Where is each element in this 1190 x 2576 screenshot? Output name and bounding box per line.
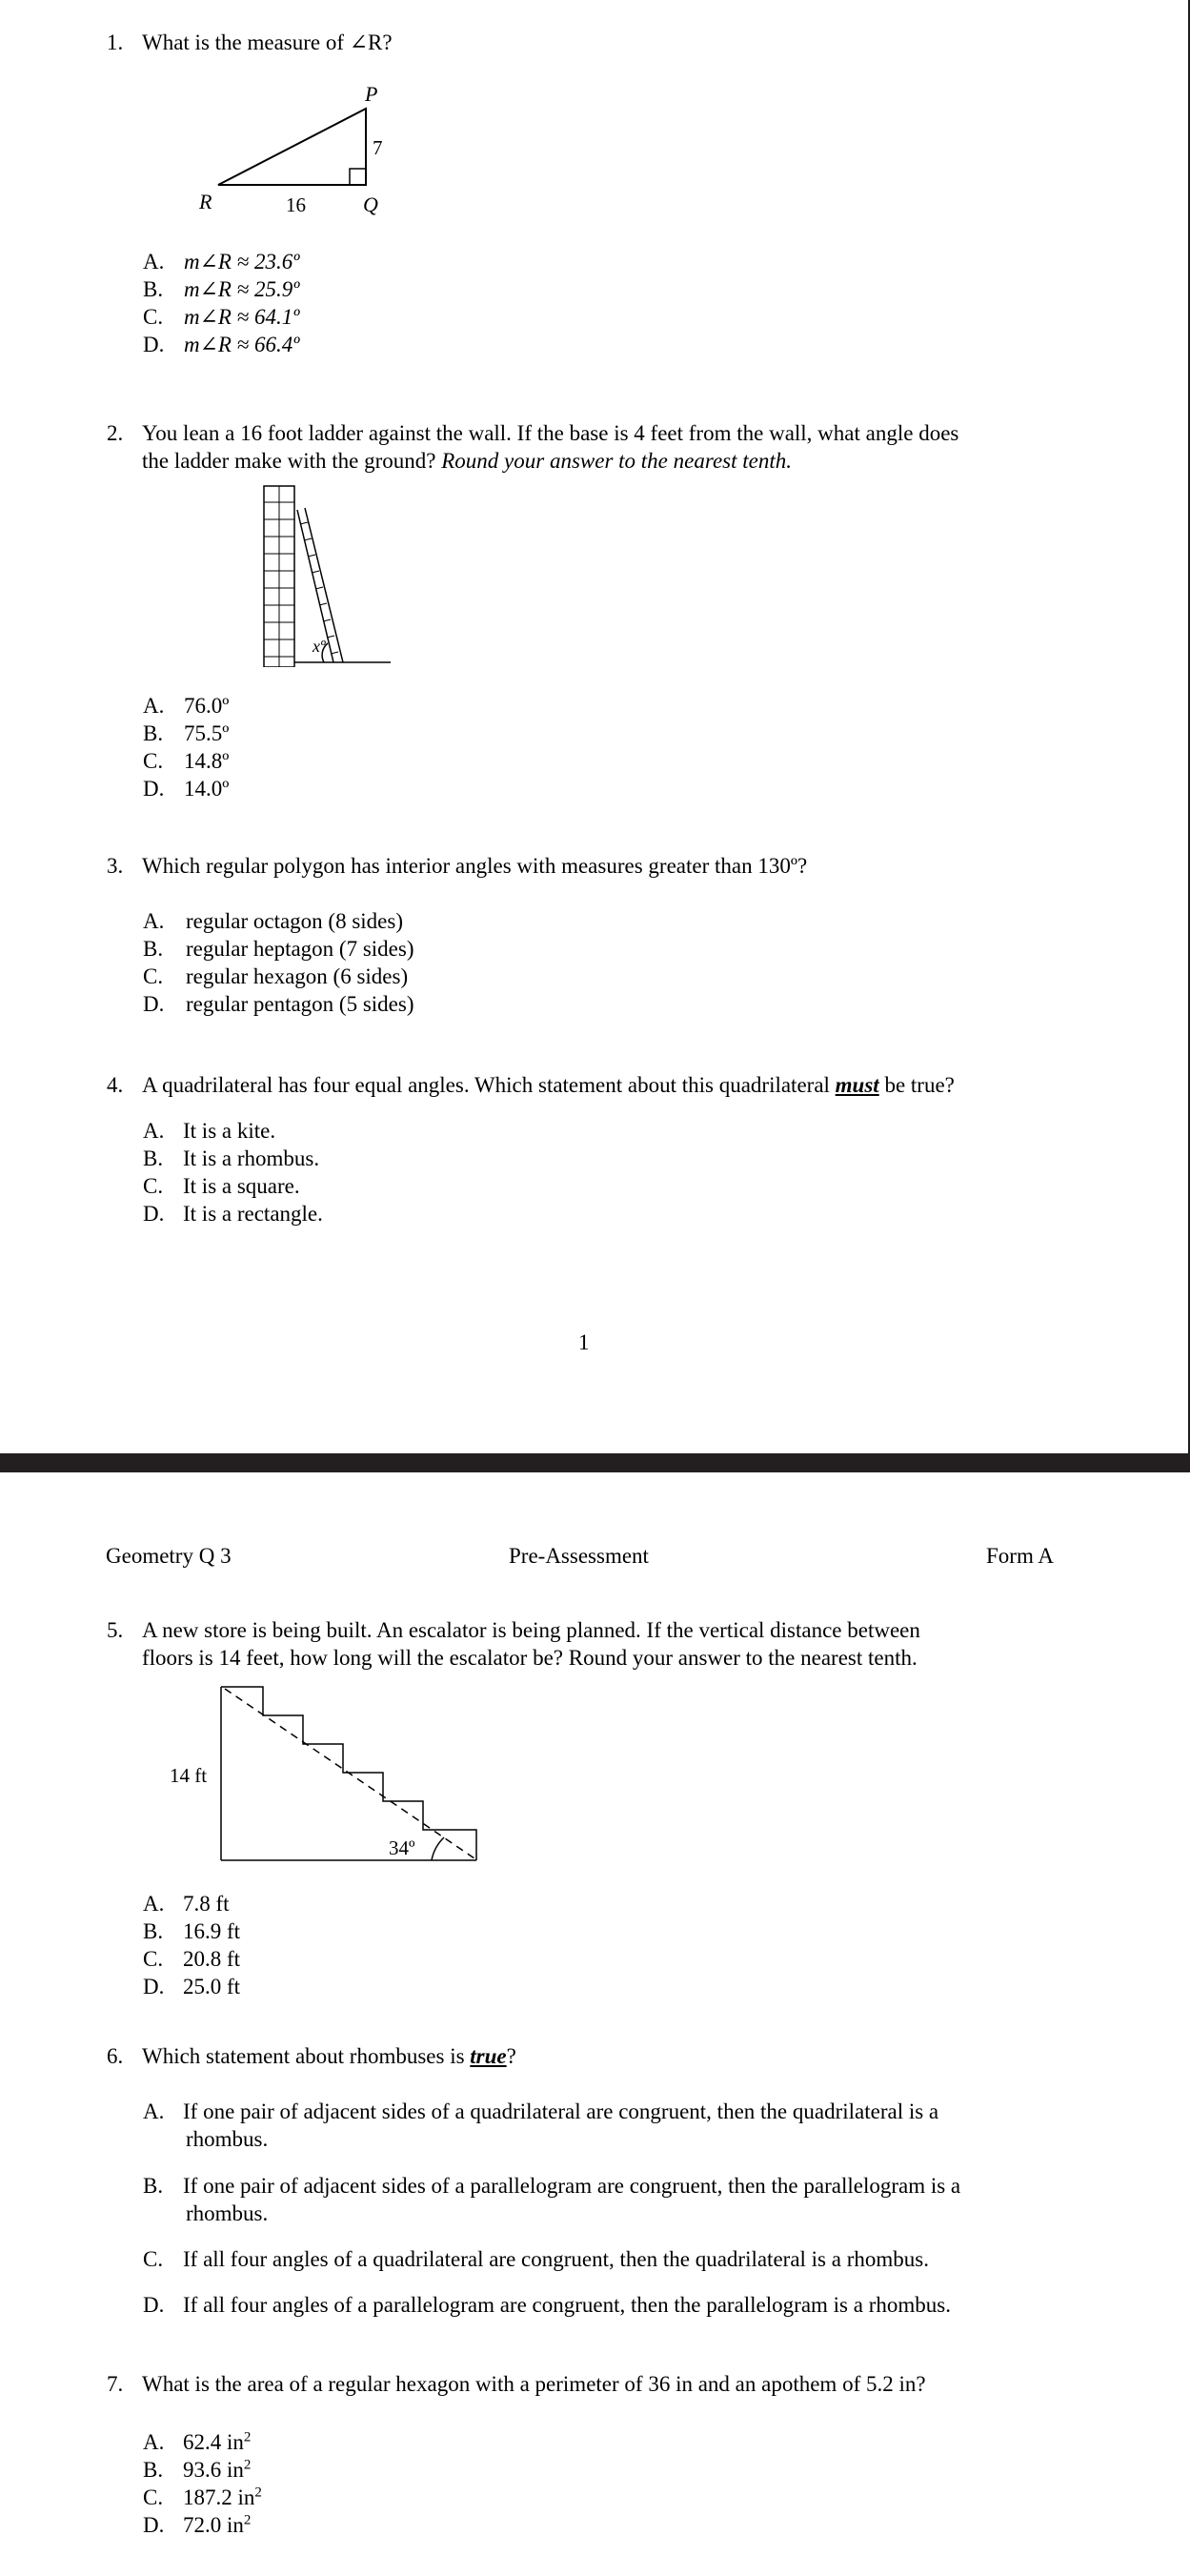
option-text-line-2: rhombus. (186, 2201, 269, 2225)
option-letter: A. (143, 250, 165, 274)
option-text: 72.0 $in^2$ (183, 2512, 252, 2537)
option-text: m∠R ≈ 66.4º (184, 333, 300, 356)
option-text: m∠R ≈ 64.1º (184, 305, 300, 329)
option-text: m∠R ≈ 23.6º (184, 250, 300, 274)
option-text: m∠R ≈ 25.9º (184, 277, 300, 301)
angle-x-label: xº (313, 637, 326, 656)
question-number: 4. (107, 1073, 124, 1097)
option-text: 14.8º (184, 749, 230, 773)
question-number: 1. (107, 30, 124, 54)
option-letter: A. (143, 909, 165, 933)
question-text: What is the area of a regular hexagon with a perimeter of 36 in and an apothem of 5.2 in? (142, 2372, 926, 2396)
vertex-q-label: Q (363, 193, 378, 216)
option-letter: B. (143, 2174, 164, 2198)
option-letter: B. (143, 1146, 164, 1170)
option-text: 187.2 $in^2$ (183, 2485, 262, 2509)
option-text-line-1: If one pair of adjacent sides of a quadrilateral are congruent, then the quadrilateral is a (183, 2099, 939, 2123)
option-text: 25.0 ft (183, 1975, 241, 1998)
option-letter: A. (143, 1892, 165, 1916)
option-text: regular pentagon (5 sides) (186, 992, 414, 1016)
option-letter: D. (143, 2513, 165, 2537)
option-text: It is a rhombus. (183, 1146, 320, 1170)
option-letter: B. (143, 721, 164, 745)
option-letter: C. (143, 1947, 164, 1971)
option-letter: A. (143, 2430, 165, 2454)
question-text: Which statement about rhombuses is true? (142, 2044, 516, 2068)
option-letter: A. (143, 1119, 165, 1143)
emphasis-true: true (470, 2044, 507, 2068)
option-letter: C. (143, 964, 164, 988)
question-text-line-1: A new store is being built. An escalator is being planned. If the vertical distance between (142, 1618, 920, 1642)
header-title: Pre-Assessment (509, 1544, 649, 1568)
option-text: It is a rectangle. (183, 1202, 323, 1226)
question-text-line-1: You lean a 16 foot ladder against the wall. If the base is 4 feet from the wall, what angle does (142, 421, 959, 445)
question-number: 7. (107, 2372, 124, 2396)
option-letter: B. (143, 937, 164, 961)
option-text: regular hexagon (6 sides) (186, 964, 409, 988)
side-rq-label: 16 (286, 193, 306, 216)
option-text: regular heptagon (7 sides) (186, 937, 414, 961)
option-text: regular octagon (8 sides) (186, 909, 404, 933)
option-letter: C. (143, 305, 164, 329)
question-text-line-2: the ladder make with the ground? Round your answer to the nearest tenth. (142, 449, 792, 473)
option-text: 76.0º (184, 694, 230, 718)
question-number: 5. (107, 1618, 124, 1642)
option-text: 62.4 $in^2$ (183, 2429, 252, 2454)
question-text-line-2: floors is 14 feet, how long will the escalator be? Round your answer to the nearest tenth. (142, 1646, 918, 1670)
option-letter: C. (143, 2247, 164, 2271)
option-letter: A. (143, 2099, 165, 2123)
question-number: 3. (107, 854, 124, 878)
vertex-r-label: R (199, 190, 212, 213)
option-letter: B. (143, 2458, 164, 2482)
option-text-line-2: rhombus. (186, 2127, 269, 2151)
option-text-line-1: If all four angles of a parallelogram are congruent, then the parallelogram is a rhombus. (183, 2293, 951, 2317)
height-label: 14 ft (170, 1764, 208, 1787)
question-text: A quadrilateral has four equal angles. Which statement about this quadrilateral must be true? (142, 1073, 955, 1097)
page-separator (0, 1453, 1190, 1472)
header-form: Form A (986, 1544, 1054, 1568)
option-text-line-1: If all four angles of a quadrilateral are congruent, then the quadrilateral is a rhombus. (183, 2247, 929, 2271)
option-letter: D. (143, 2293, 165, 2317)
option-text-line-1: If one pair of adjacent sides of a parallelogram are congruent, then the parallelogram is a (183, 2174, 961, 2198)
option-letter: B. (143, 1919, 164, 1943)
right-triangle-diagram (186, 76, 405, 219)
angle-34-label: 34º (389, 1836, 415, 1859)
question-text: What is the measure of ∠R? (142, 30, 393, 54)
option-letter: C. (143, 2485, 164, 2509)
option-letter: C. (143, 1174, 164, 1198)
option-text: 7.8 ft (183, 1892, 230, 1916)
question-text: Which regular polygon has interior angles with measures greater than 130º? (142, 854, 808, 878)
option-text: It is a kite. (183, 1119, 276, 1143)
option-text: 14.0º (184, 777, 230, 801)
option-text: 75.5º (184, 721, 230, 745)
option-text: 20.8 ft (183, 1947, 241, 1971)
page-number: 1 (578, 1330, 590, 1354)
option-letter: D. (143, 1202, 165, 1226)
side-pq-label: 7 (373, 136, 383, 159)
emphasis-must: must (835, 1073, 879, 1097)
option-letter: D. (143, 1975, 165, 1998)
vertex-p-label: P (365, 82, 378, 106)
option-letter: D. (143, 777, 165, 801)
option-text: 16.9 ft (183, 1919, 241, 1943)
escalator-diagram (162, 1679, 486, 1870)
option-letter: A. (143, 694, 165, 718)
question-number: 2. (107, 421, 124, 445)
question-number: 6. (107, 2044, 124, 2068)
header-course: Geometry Q 3 (106, 1544, 232, 1568)
ladder-wall-diagram (257, 481, 400, 667)
option-letter: B. (143, 277, 164, 301)
option-letter: D. (143, 992, 165, 1016)
option-text: It is a square. (183, 1174, 300, 1198)
option-text: 93.6 $in^2$ (183, 2457, 252, 2482)
option-letter: D. (143, 333, 165, 356)
option-letter: C. (143, 749, 164, 773)
